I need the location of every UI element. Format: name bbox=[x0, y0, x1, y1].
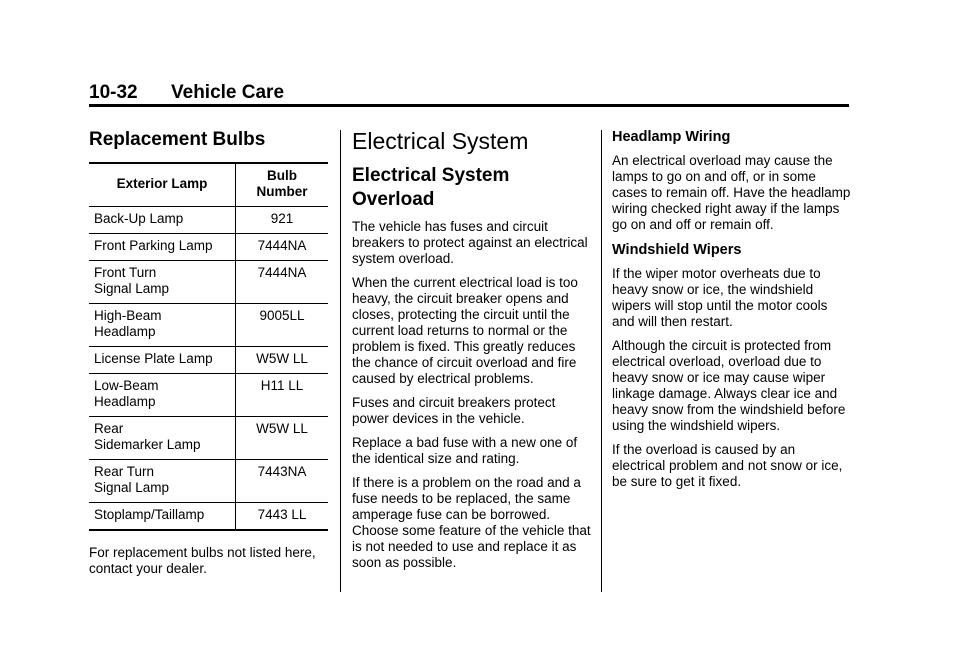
lamp-cell: Front Turn Signal Lamp bbox=[89, 261, 236, 304]
header-rule bbox=[89, 104, 849, 107]
bulb-cell: 9005LL bbox=[236, 304, 329, 347]
paragraph: If there is a problem on the road and a fuse needs to be replaced, the same amperage fuse can be borrowed. Choose some feature of the vehicle that is not needed to use and replace it as soon as possible. bbox=[352, 475, 591, 570]
col-header-bulb: Bulb Number bbox=[236, 163, 329, 207]
bulb-cell: 921 bbox=[236, 207, 329, 234]
section-title: Vehicle Care bbox=[171, 82, 285, 103]
lamp-cell: Rear Sidemarker Lamp bbox=[89, 417, 236, 460]
paragraph: If the wiper motor overheats due to heavy snow or ice, the windshield wipers will stop until the motor cools and will then restart. bbox=[612, 266, 828, 329]
lamp-cell: Back-Up Lamp bbox=[89, 207, 236, 234]
bulb-cell: 7443NA bbox=[236, 460, 329, 503]
replacement-bulbs-heading: Replacement Bulbs bbox=[89, 129, 266, 150]
lamp-cell: Stoplamp/Taillamp bbox=[89, 503, 236, 531]
paragraph: Although the circuit is protected from electrical overload, overload due to heavy snow or ice may cause wiper linkage damage. Always clear ice and heavy snow from the windshield before using the windshield wipers. bbox=[612, 338, 846, 433]
bulb-cell: 7444NA bbox=[236, 261, 329, 304]
bulb-cell: 7444NA bbox=[236, 234, 329, 261]
table-row bbox=[89, 417, 328, 460]
bulb-cell: 7443 LL bbox=[236, 503, 329, 531]
dealer-note: For replacement bulbs not listed here, contact your dealer. bbox=[89, 545, 316, 576]
headlamp-wiring-heading: Headlamp Wiring bbox=[612, 129, 731, 145]
column-divider bbox=[601, 130, 602, 592]
electrical-system-heading: Electrical System bbox=[352, 128, 529, 154]
bulb-cell: W5W LL bbox=[236, 417, 329, 460]
lamp-cell: License Plate Lamp bbox=[89, 347, 236, 374]
bulb-table bbox=[89, 162, 328, 531]
table-row bbox=[89, 503, 328, 531]
page-header bbox=[89, 82, 849, 106]
windshield-wipers-heading: Windshield Wipers bbox=[612, 242, 742, 258]
column-3 bbox=[612, 128, 852, 498]
paragraph: The vehicle has fuses and circuit breakers to protect against an electrical system overload. bbox=[352, 219, 588, 266]
bulb-cell: W5W LL bbox=[236, 347, 329, 374]
lamp-cell: High-Beam Headlamp bbox=[89, 304, 236, 347]
table-row bbox=[89, 460, 328, 503]
table-row bbox=[89, 347, 328, 374]
paragraph: Fuses and circuit breakers protect power devices in the vehicle. bbox=[352, 395, 556, 426]
col-header-lamp: Exterior Lamp bbox=[89, 163, 236, 207]
lamp-cell: Front Parking Lamp bbox=[89, 234, 236, 261]
column-1 bbox=[89, 128, 329, 585]
paragraph: An electrical overload may cause the lamps to go on and off, or in some cases to remain off. Have the headlamp wiring checked right away if the lamps go on and off or remain off. bbox=[612, 153, 851, 232]
column-divider bbox=[340, 130, 341, 592]
table-header-row bbox=[89, 163, 328, 207]
paragraph: When the current electrical load is too heavy, the circuit breaker opens and closes, protecting the circuit until the current load returns to normal or the problem is fixed. This greatly reduces the chance of circuit overload and fire caused by electrical problems. bbox=[352, 275, 578, 386]
bulb-cell: H11 LL bbox=[236, 374, 329, 417]
paragraph: Replace a bad fuse with a new one of the identical size and rating. bbox=[352, 435, 578, 466]
lamp-cell: Rear Turn Signal Lamp bbox=[89, 460, 236, 503]
table-row bbox=[89, 207, 328, 234]
table-row bbox=[89, 374, 328, 417]
table-row bbox=[89, 304, 328, 347]
paragraph: If the overload is caused by an electrical problem and not snow or ice, be sure to get it fixed. bbox=[612, 442, 843, 489]
column-2 bbox=[352, 128, 592, 579]
table-row bbox=[89, 261, 328, 304]
lamp-cell: Low-Beam Headlamp bbox=[89, 374, 236, 417]
overload-heading: Electrical System Overload bbox=[352, 165, 510, 210]
page-number: 10-32 bbox=[89, 82, 138, 103]
table-row bbox=[89, 234, 328, 261]
